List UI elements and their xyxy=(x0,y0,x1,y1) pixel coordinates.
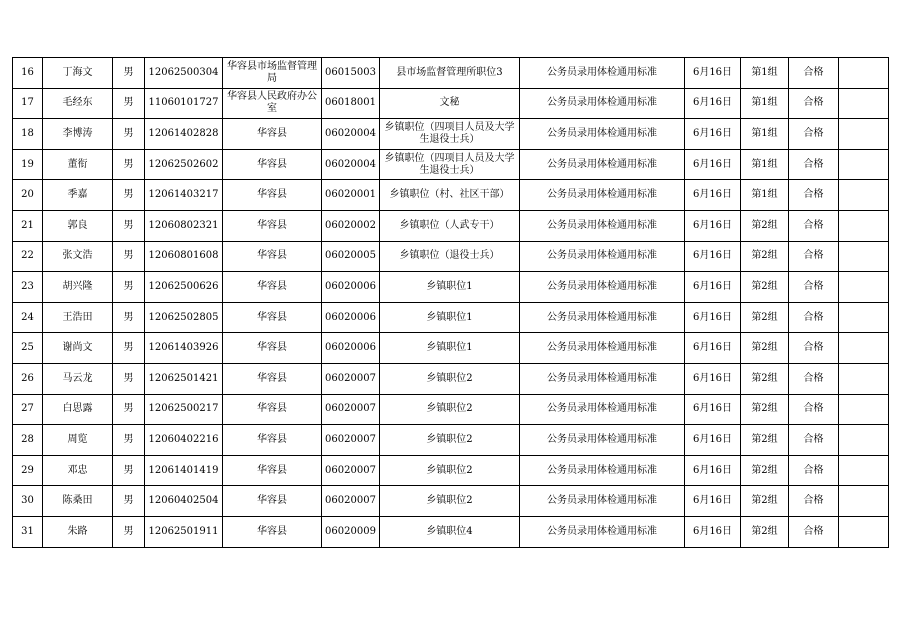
name-cell: 张文浩 xyxy=(43,241,113,272)
name-cell: 朱路 xyxy=(43,516,113,547)
post-code-cell: 06020007 xyxy=(322,363,380,394)
exam-id-cell: 12062500304 xyxy=(145,58,223,89)
post-cell: 乡镇职位1 xyxy=(380,333,520,364)
remark-cell xyxy=(839,272,889,303)
date-cell: 6月16日 xyxy=(685,455,741,486)
row-number-cell: 16 xyxy=(13,58,43,89)
standard-cell: 公务员录用体检通用标准 xyxy=(520,455,685,486)
result-cell: 合格 xyxy=(789,333,839,364)
group-cell: 第2组 xyxy=(741,210,789,241)
date-cell: 6月16日 xyxy=(685,88,741,119)
row-number-cell: 27 xyxy=(13,394,43,425)
gender-cell: 男 xyxy=(113,363,145,394)
result-cell: 合格 xyxy=(789,149,839,180)
post-cell: 乡镇职位2 xyxy=(380,425,520,456)
post-code-cell: 06020002 xyxy=(322,210,380,241)
name-cell: 谢尚文 xyxy=(43,333,113,364)
exam-id-cell: 11060101727 xyxy=(145,88,223,119)
group-cell: 第2组 xyxy=(741,516,789,547)
table-row xyxy=(13,516,889,547)
remark-cell xyxy=(839,88,889,119)
row-number-cell: 21 xyxy=(13,210,43,241)
date-cell: 6月16日 xyxy=(685,119,741,150)
remark-cell xyxy=(839,119,889,150)
exam-id-cell: 12061401419 xyxy=(145,455,223,486)
date-cell: 6月16日 xyxy=(685,486,741,517)
result-cell: 合格 xyxy=(789,241,839,272)
exam-id-cell: 12061403217 xyxy=(145,180,223,211)
exam-id-cell: 12060801608 xyxy=(145,241,223,272)
remark-cell xyxy=(839,333,889,364)
post-cell: 文秘 xyxy=(380,88,520,119)
date-cell: 6月16日 xyxy=(685,180,741,211)
name-cell: 李博涛 xyxy=(43,119,113,150)
remark-cell xyxy=(839,425,889,456)
remark-cell xyxy=(839,58,889,89)
unit-cell: 华容县 xyxy=(223,363,322,394)
post-cell: 乡镇职位4 xyxy=(380,516,520,547)
table-row xyxy=(13,272,889,303)
group-cell: 第2组 xyxy=(741,363,789,394)
name-cell: 马云龙 xyxy=(43,363,113,394)
gender-cell: 男 xyxy=(113,394,145,425)
table-row xyxy=(13,88,889,119)
result-cell: 合格 xyxy=(789,210,839,241)
standard-cell: 公务员录用体检通用标准 xyxy=(520,119,685,150)
exam-id-cell: 12060402216 xyxy=(145,425,223,456)
result-cell: 合格 xyxy=(789,180,839,211)
unit-cell: 华容县 xyxy=(223,394,322,425)
standard-cell: 公务员录用体检通用标准 xyxy=(520,272,685,303)
unit-cell: 华容县 xyxy=(223,119,322,150)
date-cell: 6月16日 xyxy=(685,58,741,89)
name-cell: 胡兴隆 xyxy=(43,272,113,303)
row-number-cell: 25 xyxy=(13,333,43,364)
group-cell: 第2组 xyxy=(741,302,789,333)
gender-cell: 男 xyxy=(113,119,145,150)
name-cell: 邓忠 xyxy=(43,455,113,486)
exam-id-cell: 12062501421 xyxy=(145,363,223,394)
table-body xyxy=(13,58,889,548)
post-code-cell: 06020006 xyxy=(322,272,380,303)
date-cell: 6月16日 xyxy=(685,516,741,547)
remark-cell xyxy=(839,455,889,486)
row-number-cell: 23 xyxy=(13,272,43,303)
date-cell: 6月16日 xyxy=(685,241,741,272)
date-cell: 6月16日 xyxy=(685,425,741,456)
unit-cell: 华容县 xyxy=(223,302,322,333)
standard-cell: 公务员录用体检通用标准 xyxy=(520,210,685,241)
remark-cell xyxy=(839,394,889,425)
group-cell: 第1组 xyxy=(741,88,789,119)
unit-cell: 华容县 xyxy=(223,516,322,547)
unit-cell: 华容县 xyxy=(223,455,322,486)
exam-id-cell: 12060402504 xyxy=(145,486,223,517)
gender-cell: 男 xyxy=(113,241,145,272)
table-row xyxy=(13,302,889,333)
standard-cell: 公务员录用体检通用标准 xyxy=(520,363,685,394)
gender-cell: 男 xyxy=(113,180,145,211)
exam-id-cell: 12060802321 xyxy=(145,210,223,241)
row-number-cell: 20 xyxy=(13,180,43,211)
row-number-cell: 29 xyxy=(13,455,43,486)
unit-cell: 华容县 xyxy=(223,486,322,517)
table-row xyxy=(13,119,889,150)
remark-cell xyxy=(839,180,889,211)
unit-cell: 华容县 xyxy=(223,180,322,211)
remark-cell xyxy=(839,516,889,547)
result-cell: 合格 xyxy=(789,486,839,517)
table-row xyxy=(13,210,889,241)
result-cell: 合格 xyxy=(789,425,839,456)
group-cell: 第2组 xyxy=(741,425,789,456)
gender-cell: 男 xyxy=(113,516,145,547)
group-cell: 第2组 xyxy=(741,272,789,303)
remark-cell xyxy=(839,363,889,394)
standard-cell: 公务员录用体检通用标准 xyxy=(520,425,685,456)
unit-cell: 华容县 xyxy=(223,333,322,364)
name-cell: 陈桑田 xyxy=(43,486,113,517)
post-cell: 乡镇职位（退役士兵） xyxy=(380,241,520,272)
date-cell: 6月16日 xyxy=(685,210,741,241)
table-row xyxy=(13,455,889,486)
gender-cell: 男 xyxy=(113,425,145,456)
group-cell: 第2组 xyxy=(741,455,789,486)
gender-cell: 男 xyxy=(113,333,145,364)
gender-cell: 男 xyxy=(113,272,145,303)
result-cell: 合格 xyxy=(789,363,839,394)
gender-cell: 男 xyxy=(113,486,145,517)
row-number-cell: 22 xyxy=(13,241,43,272)
row-number-cell: 28 xyxy=(13,425,43,456)
exam-id-cell: 12061403926 xyxy=(145,333,223,364)
result-cell: 合格 xyxy=(789,119,839,150)
gender-cell: 男 xyxy=(113,455,145,486)
result-cell: 合格 xyxy=(789,58,839,89)
group-cell: 第2组 xyxy=(741,394,789,425)
date-cell: 6月16日 xyxy=(685,272,741,303)
table-row xyxy=(13,149,889,180)
group-cell: 第2组 xyxy=(741,333,789,364)
row-number-cell: 30 xyxy=(13,486,43,517)
post-cell: 乡镇职位（村、社区干部） xyxy=(380,180,520,211)
post-code-cell: 06020006 xyxy=(322,333,380,364)
unit-cell: 华容县人民政府办公室 xyxy=(223,88,322,119)
name-cell: 毛经东 xyxy=(43,88,113,119)
exam-id-cell: 12062500626 xyxy=(145,272,223,303)
gender-cell: 男 xyxy=(113,88,145,119)
group-cell: 第1组 xyxy=(741,58,789,89)
table-row xyxy=(13,58,889,89)
post-code-cell: 06020005 xyxy=(322,241,380,272)
standard-cell: 公务员录用体检通用标准 xyxy=(520,486,685,517)
name-cell: 丁海文 xyxy=(43,58,113,89)
post-cell: 乡镇职位1 xyxy=(380,272,520,303)
table-row xyxy=(13,486,889,517)
post-code-cell: 06020004 xyxy=(322,149,380,180)
date-cell: 6月16日 xyxy=(685,302,741,333)
exam-id-cell: 12062502805 xyxy=(145,302,223,333)
name-cell: 季嘉 xyxy=(43,180,113,211)
table-row xyxy=(13,180,889,211)
post-cell: 乡镇职位2 xyxy=(380,486,520,517)
remark-cell xyxy=(839,210,889,241)
post-code-cell: 06015003 xyxy=(322,58,380,89)
post-cell: 乡镇职位（四项目人员及大学生退役士兵） xyxy=(380,119,520,150)
table-row xyxy=(13,241,889,272)
result-cell: 合格 xyxy=(789,394,839,425)
post-cell: 乡镇职位2 xyxy=(380,394,520,425)
gender-cell: 男 xyxy=(113,302,145,333)
result-cell: 合格 xyxy=(789,516,839,547)
post-code-cell: 06020007 xyxy=(322,425,380,456)
date-cell: 6月16日 xyxy=(685,149,741,180)
post-code-cell: 06020006 xyxy=(322,302,380,333)
table-row xyxy=(13,394,889,425)
post-cell: 乡镇职位（四项目人员及大学生退役士兵） xyxy=(380,149,520,180)
results-table xyxy=(12,57,889,548)
group-cell: 第1组 xyxy=(741,180,789,211)
date-cell: 6月16日 xyxy=(685,363,741,394)
table-row xyxy=(13,363,889,394)
standard-cell: 公务员录用体检通用标准 xyxy=(520,180,685,211)
post-cell: 乡镇职位（人武专干） xyxy=(380,210,520,241)
date-cell: 6月16日 xyxy=(685,333,741,364)
gender-cell: 男 xyxy=(113,58,145,89)
row-number-cell: 19 xyxy=(13,149,43,180)
unit-cell: 华容县 xyxy=(223,425,322,456)
standard-cell: 公务员录用体检通用标准 xyxy=(520,241,685,272)
unit-cell: 华容县 xyxy=(223,149,322,180)
row-number-cell: 26 xyxy=(13,363,43,394)
gender-cell: 男 xyxy=(113,210,145,241)
unit-cell: 华容县 xyxy=(223,210,322,241)
standard-cell: 公务员录用体检通用标准 xyxy=(520,149,685,180)
exam-id-cell: 12062502602 xyxy=(145,149,223,180)
post-code-cell: 06020009 xyxy=(322,516,380,547)
post-code-cell: 06020007 xyxy=(322,394,380,425)
group-cell: 第2组 xyxy=(741,241,789,272)
gender-cell: 男 xyxy=(113,149,145,180)
post-code-cell: 06020001 xyxy=(322,180,380,211)
post-code-cell: 06020007 xyxy=(322,486,380,517)
remark-cell xyxy=(839,241,889,272)
post-code-cell: 06020004 xyxy=(322,119,380,150)
standard-cell: 公务员录用体检通用标准 xyxy=(520,516,685,547)
standard-cell: 公务员录用体检通用标准 xyxy=(520,302,685,333)
date-cell: 6月16日 xyxy=(685,394,741,425)
unit-cell: 华容县 xyxy=(223,272,322,303)
name-cell: 周览 xyxy=(43,425,113,456)
group-cell: 第1组 xyxy=(741,119,789,150)
standard-cell: 公务员录用体检通用标准 xyxy=(520,333,685,364)
row-number-cell: 31 xyxy=(13,516,43,547)
row-number-cell: 17 xyxy=(13,88,43,119)
name-cell: 郭良 xyxy=(43,210,113,241)
unit-cell: 华容县市场监督管理局 xyxy=(223,58,322,89)
standard-cell: 公务员录用体检通用标准 xyxy=(520,58,685,89)
row-number-cell: 24 xyxy=(13,302,43,333)
unit-cell: 华容县 xyxy=(223,241,322,272)
table-row xyxy=(13,333,889,364)
standard-cell: 公务员录用体检通用标准 xyxy=(520,88,685,119)
post-cell: 乡镇职位2 xyxy=(380,363,520,394)
name-cell: 董衔 xyxy=(43,149,113,180)
result-cell: 合格 xyxy=(789,302,839,333)
standard-cell: 公务员录用体检通用标准 xyxy=(520,394,685,425)
name-cell: 王浩田 xyxy=(43,302,113,333)
exam-id-cell: 12061402828 xyxy=(145,119,223,150)
post-cell: 县市场监督管理所职位3 xyxy=(380,58,520,89)
result-cell: 合格 xyxy=(789,88,839,119)
post-cell: 乡镇职位1 xyxy=(380,302,520,333)
group-cell: 第1组 xyxy=(741,149,789,180)
result-cell: 合格 xyxy=(789,455,839,486)
table-row xyxy=(13,425,889,456)
post-code-cell: 06018001 xyxy=(322,88,380,119)
name-cell: 白思露 xyxy=(43,394,113,425)
remark-cell xyxy=(839,486,889,517)
post-code-cell: 06020007 xyxy=(322,455,380,486)
remark-cell xyxy=(839,149,889,180)
exam-id-cell: 12062501911 xyxy=(145,516,223,547)
group-cell: 第2组 xyxy=(741,486,789,517)
row-number-cell: 18 xyxy=(13,119,43,150)
result-cell: 合格 xyxy=(789,272,839,303)
remark-cell xyxy=(839,302,889,333)
exam-id-cell: 12062500217 xyxy=(145,394,223,425)
post-cell: 乡镇职位2 xyxy=(380,455,520,486)
